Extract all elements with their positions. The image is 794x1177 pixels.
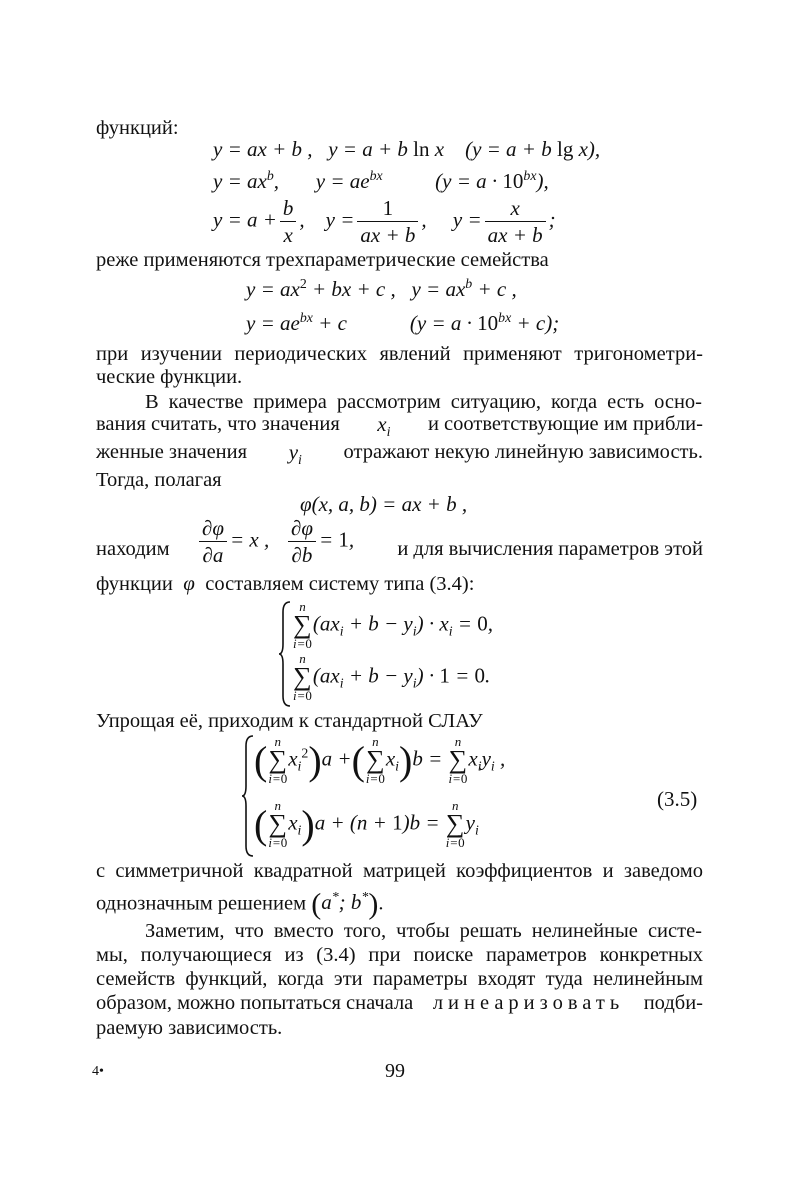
text-example-line-3: женные значения $y_i$ отражают некую линейную зависимость. [96,440,703,468]
text-example-line-4: Тогда, полагая [96,469,222,491]
text-symmetric-line-2a: однозначным решением [96,892,307,915]
text-system-word: функции [96,573,173,595]
text-three-param: реже применяются трехпараметрические семейства [96,249,549,271]
formula-row-1: y = ax + b , y = a + b ln x (y = a + b lg x), [213,137,601,161]
formula-row-5: $y = ae^{bx} + c$ $(y = a \cdot 10^{bx} + c)$; [246,310,560,335]
text-note-line-3: семейств функций, когда эти параметры входят туда нелинейным [96,968,703,990]
text-system-rest: составляем систему типа (3.4): [205,573,475,595]
formula-system-2-eq1: ( n ∑ i=0 $x_i^2)a$ +( n ∑ i=0 $x_i)b$ = n ∑ i=0 $x_iy_i$ , [254,734,506,787]
formula-system-2-eq2: ( n ∑ i=0 $x_i)a + (n + 1)b$ = n ∑ i=0 $y_i$ [254,798,479,851]
text-note-line-4c: подби- [643,992,703,1014]
formula-system-1-eq1: n ∑ i=0 $(ax_i + b - y_i) \cdot x_i = 0$, [293,599,493,652]
formula-phi: φ(x, a, b) = ax + b , [300,492,468,516]
equation-number: (3.5) [657,787,698,811]
text-note-line-5: раемую зависимость. [96,1017,283,1039]
formula-row-3: y = a + $\frac{b}{x}$ , y = $\frac{1}{ax + b}$ , y = $\frac{x}{ax + b}$ ; [213,196,556,248]
formula-row-4: $y = ax^2$ + bx + c , $y = ax^b + c$ , [246,276,517,301]
formula-partials: $\frac{\partial\varphi}{\partial a}$ = x , $\frac{\partial\varphi}{\partial b}$ = 1, [196,516,354,567]
text-symmetric-line-2: однозначным решением (a*; b*). [96,888,384,921]
formula-system-1-eq2: n ∑ i=0 $(ax_i + b - y_i) \cdot 1 = 0$. [293,651,491,704]
text-example-line-3a: женные значения [96,441,248,463]
text-example-line-3b: отражают некую линейную зависимость. [343,441,703,463]
text-note-line-4a: образом, можно попытаться сначала [96,992,414,1014]
text-example-line-2b: и соответствующие им прибли- [427,413,703,435]
text-find-rest: и для вычисления параметров этой [397,538,703,560]
text-periodic-line-2: ческие функции. [96,366,243,388]
text-system-of: функции φ составляем систему типа (3.4): [96,571,475,595]
text-example-line-2: вания считать, что значения $x_i$ и соответствующие им прибли- [96,412,703,440]
left-brace-system-2 [241,734,255,858]
text-note-line-1: Заметим, что вместо того, чтобы решать нелинейные систе- [145,920,702,942]
text-functions-intro: функций: [96,117,179,139]
text-example-line-1: В качестве примера рассмотрим ситуацию, когда есть осно- [145,391,702,413]
text-note-line-4 [96,992,703,1015]
left-brace-system-1 [278,600,292,708]
text-periodic-line-1: при изучении периодических явлений применяют тригонометри- [96,343,703,365]
text-simplify: Упрощая её, приходим к стандартной СЛАУ [96,710,483,732]
text-symmetric-line-1: с симметричной квадратной матрицей коэффициентов и заведомо [96,860,703,882]
text-note-linearize-emphasis: линеаризовать [432,992,625,1014]
formula-row-2: $y = ax^b$, $y = ae^{bx}$ $(y = a \cdot 10^{bx})$, [213,168,549,193]
text-find: находим [96,538,170,560]
text-example-line-2a: вания считать, что значения [96,413,340,435]
text-note-line-2: мы, получающиеся из (3.4) при поиске параметров конкретных [96,944,703,966]
signature-mark: 4• [92,1064,104,1079]
page-number: 99 [385,1060,405,1082]
